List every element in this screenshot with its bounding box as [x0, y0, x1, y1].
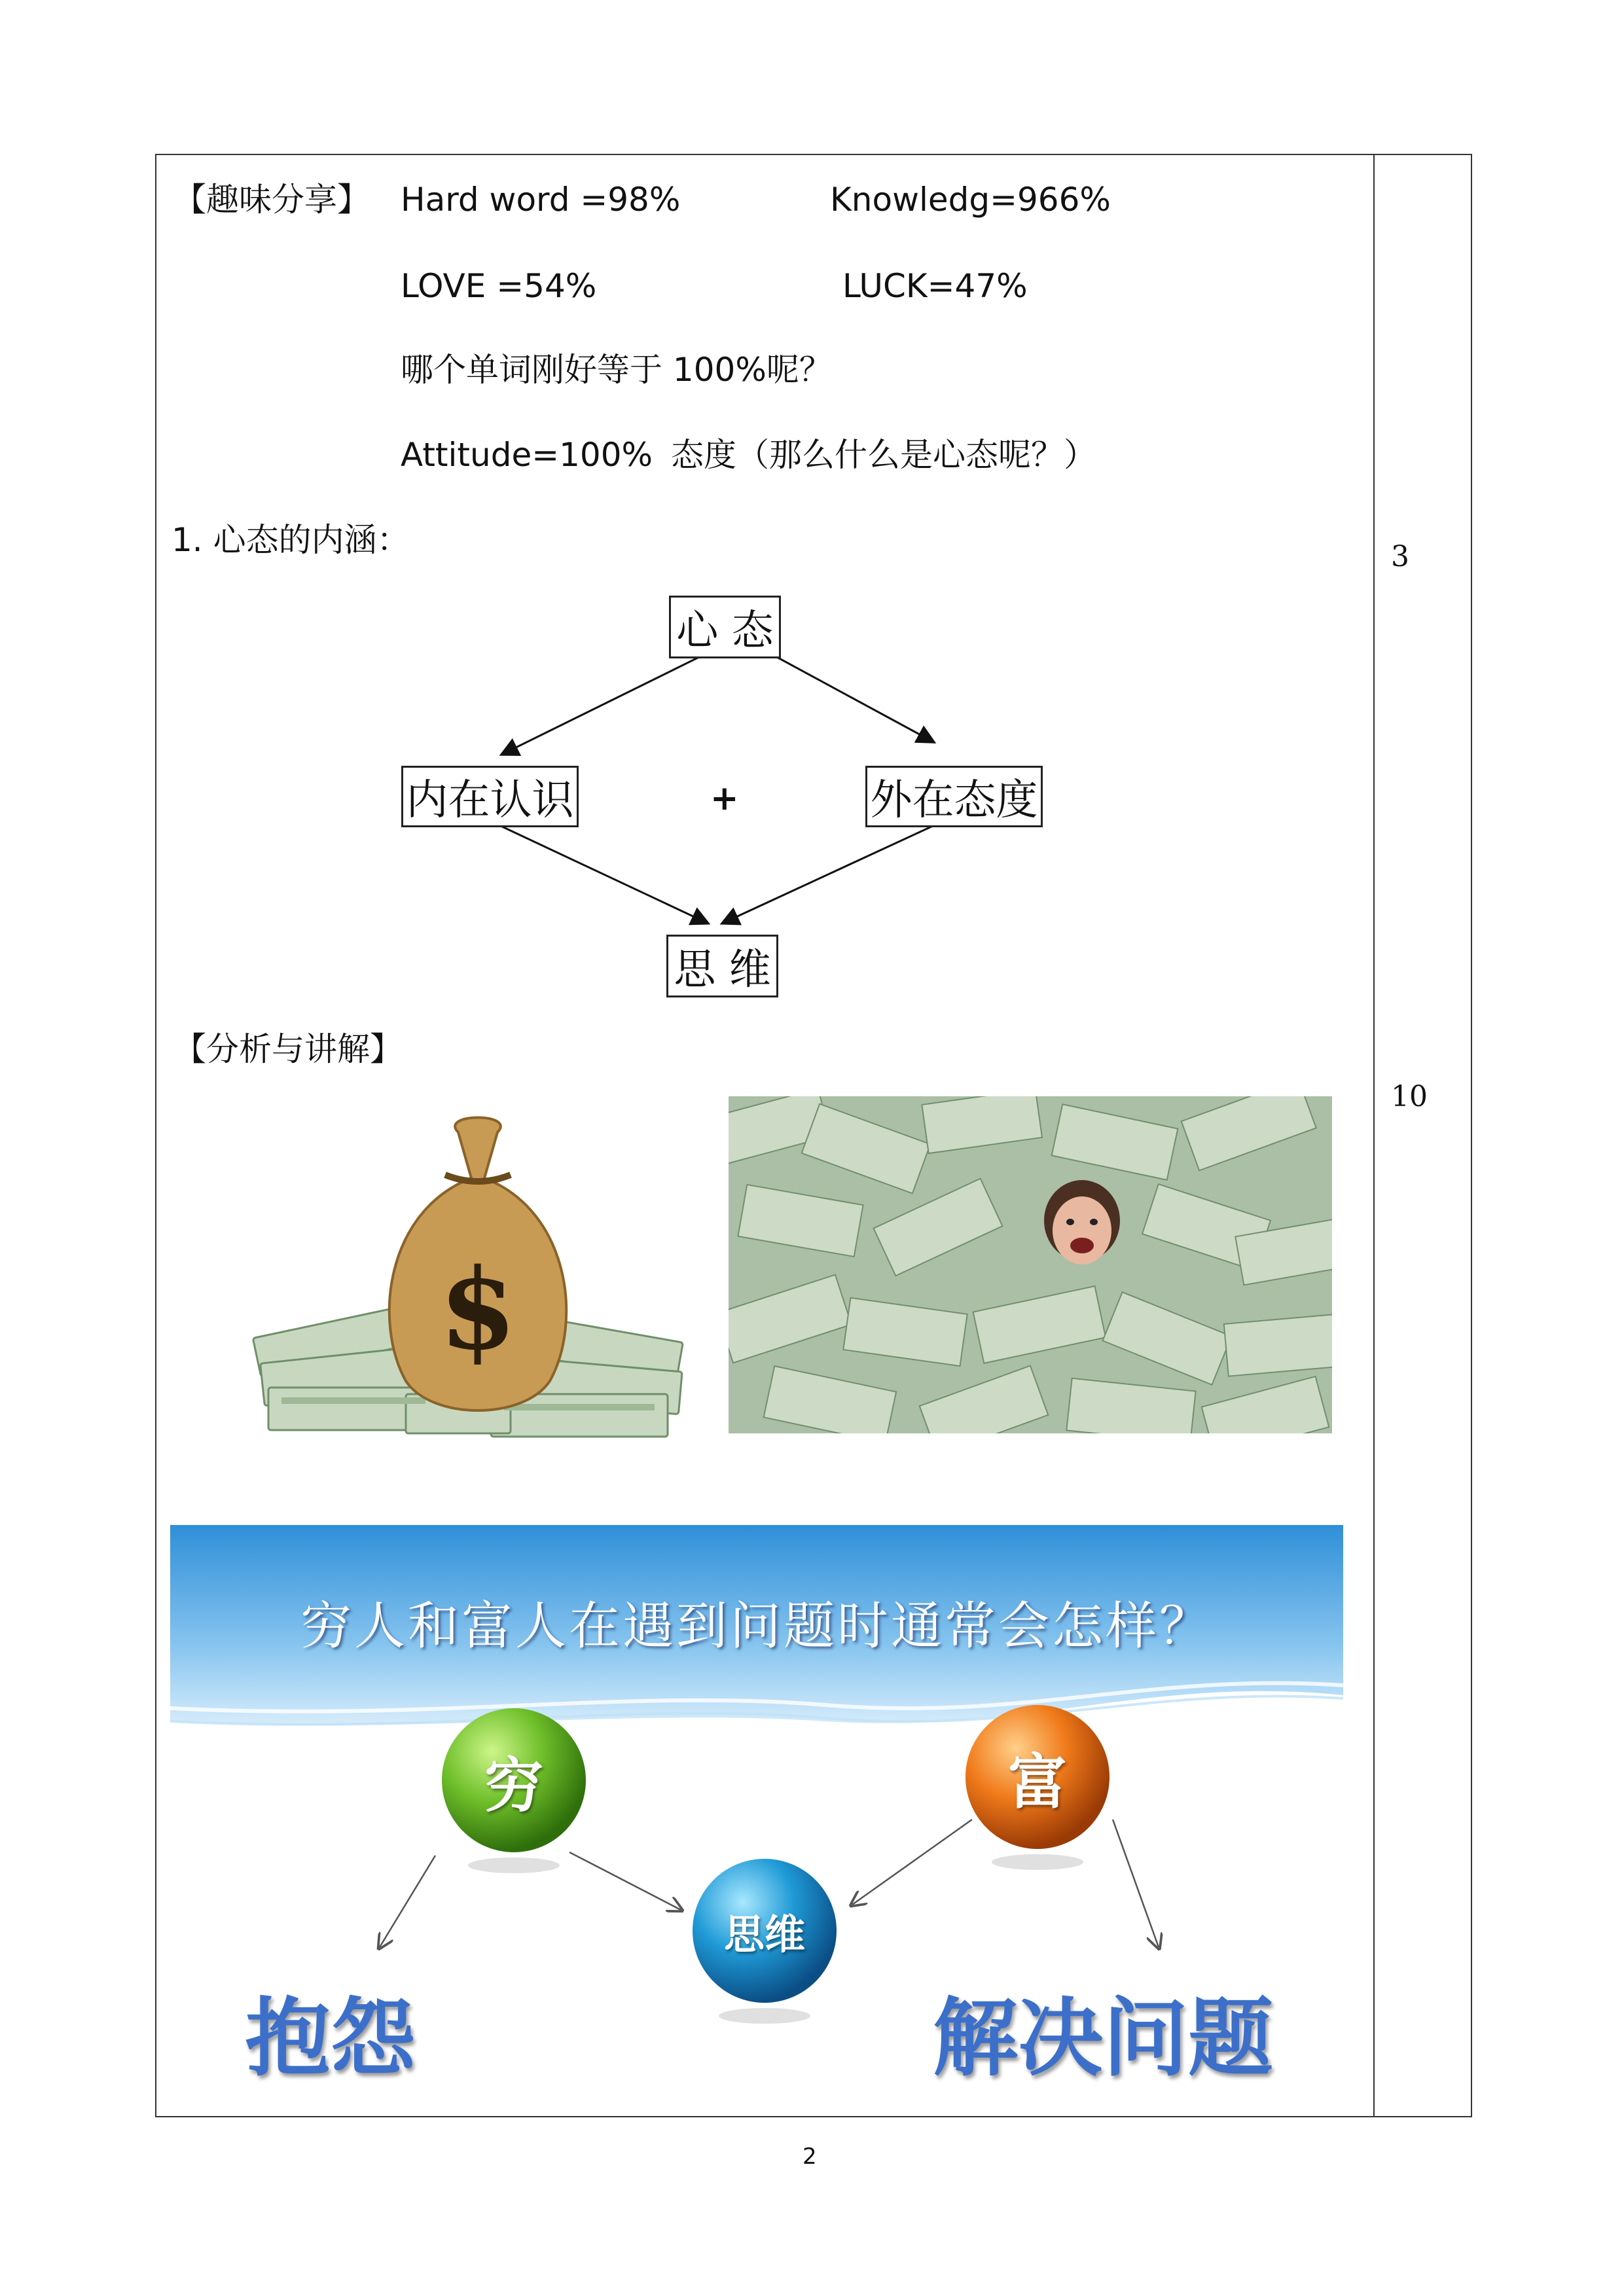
time-value-2: 10	[1391, 1080, 1428, 1113]
thinking-ball: 思维	[723, 1910, 805, 1958]
page-number: 2	[803, 2144, 817, 2170]
attitude-note: 态度（那么什么是心态呢？）	[671, 436, 1096, 474]
arrow-top-right	[776, 656, 933, 742]
question-text: 哪个单词刚好等于 100%呢？	[401, 351, 832, 389]
money-bag-photo	[242, 1106, 704, 1450]
box-outer-attitude: 外在态度	[865, 766, 1043, 827]
money-pile-photo	[729, 1096, 1332, 1433]
solve-problem-text: 解决问题	[933, 1988, 1274, 2088]
box-mindset: 心 态	[669, 596, 781, 658]
rich-poor-slide	[170, 1525, 1343, 2098]
poor-ball: 穷	[484, 1751, 543, 1820]
slide-title: 穷人和富人在遇到问题时通常会怎样？	[300, 1597, 1213, 1656]
rich-ball: 富	[1008, 1748, 1067, 1817]
box-inner-cognition: 内在认识	[401, 766, 579, 827]
time-value-1: 3	[1391, 540, 1409, 573]
money-pile-face-icon	[729, 1096, 1332, 1433]
hard-word-text: Hard word =98%	[401, 181, 681, 219]
plus-sign: +	[710, 779, 739, 818]
attitude-text: Attitude=100%	[401, 436, 653, 474]
complain-text: 抱怨	[245, 1988, 416, 2088]
money-bag-icon	[242, 1106, 704, 1450]
concept-diagram-arrows	[0, 0, 1624, 1047]
luck-text: LUCK=47%	[842, 267, 1028, 305]
box-thinking: 思 维	[666, 935, 778, 997]
arrow-left-bottom	[501, 826, 707, 923]
knowledge-text: Knowledg=966%	[830, 181, 1111, 219]
svg-text:$: $	[439, 1244, 517, 1375]
fun-share-tag: 【趣味分享】	[173, 181, 370, 219]
love-text: LOVE =54%	[401, 267, 597, 305]
analysis-heading: 【分析与讲解】	[173, 1030, 403, 1068]
arrow-right-bottom	[723, 826, 933, 923]
section-heading: 1. 心态的内涵：	[171, 521, 410, 559]
arrow-top-left	[503, 656, 700, 754]
